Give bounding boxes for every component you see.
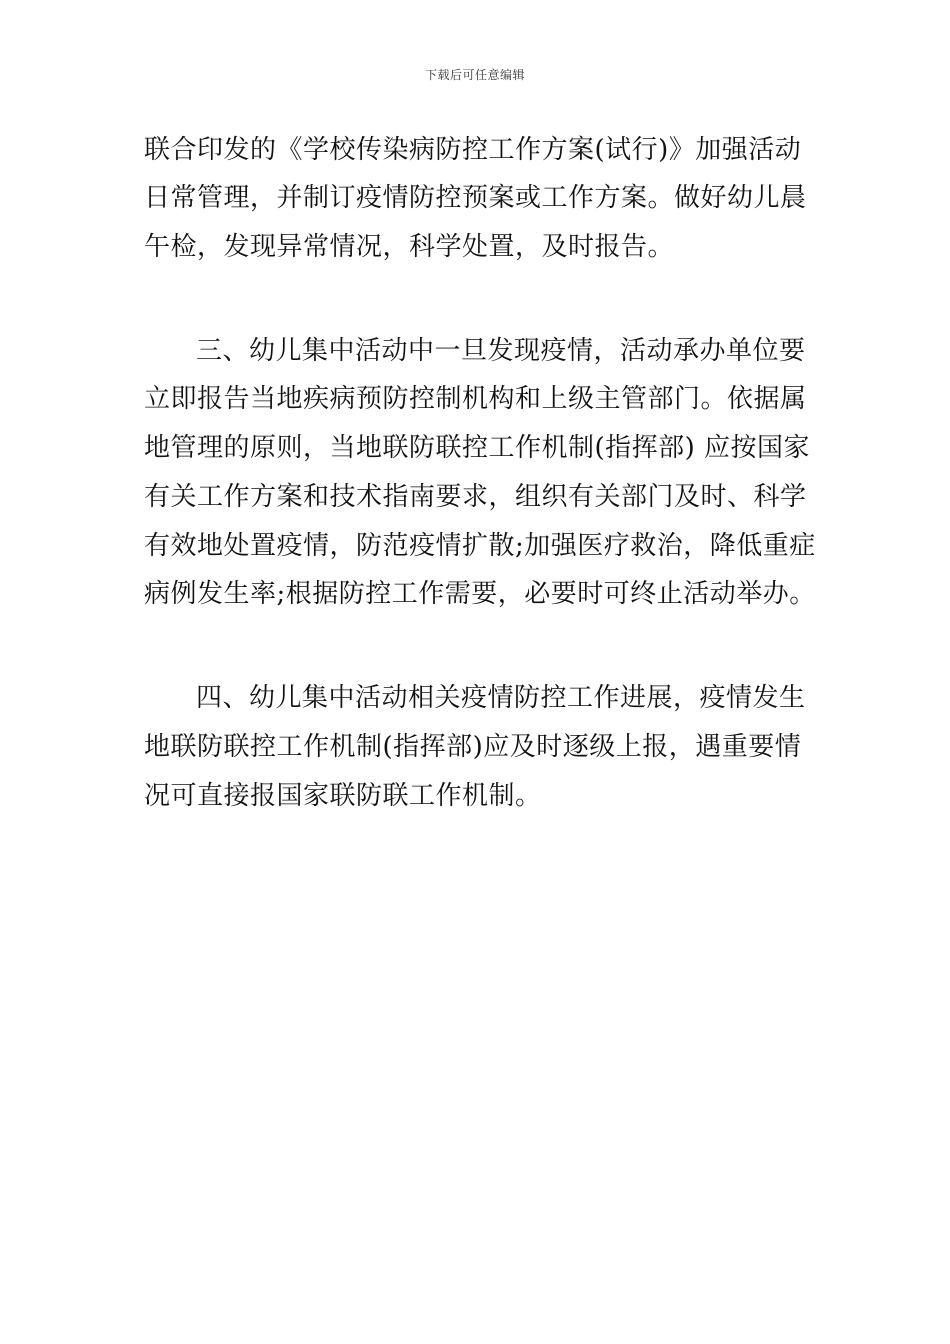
- text-line-paragraph-start: 四、幼儿集中活动相关疫情防控工作进展，疫情发生: [196, 683, 806, 713]
- text-line-paragraph-start: 三、幼儿集中活动中一旦发现疫情，活动承办单位要: [196, 336, 806, 366]
- text-line: 病例发生率;根据防控工作需要，必要时可终止活动举办。: [144, 579, 816, 609]
- text-line: 有效地处置疫情，防范疫情扩散;加强医疗救治，降低重症: [144, 531, 816, 561]
- text-line: 午检，发现异常情况，科学处置，及时报告。: [144, 232, 675, 262]
- page-header-note: 下载后可任意编辑: [424, 68, 525, 82]
- text-line: 日常管理，并制订疫情防控预案或工作方案。做好幼儿晨: [144, 183, 807, 213]
- text-line: 立即报告当地疾病预防控制机构和上级主管部门。依据属: [144, 384, 807, 414]
- text-line: 地联防联控工作机制(指挥部)应及时逐级上报，遇重要情: [144, 732, 802, 762]
- text-line: 况可直接报国家联防联工作机制。: [144, 781, 542, 811]
- text-line: 有关工作方案和技术指南要求，组织有关部门及时、科学: [144, 482, 807, 512]
- text-line: 联合印发的《学校传染病防控工作方案(试行)》加强活动: [144, 135, 802, 165]
- text-line: 地管理的原则，当地联防联控工作机制(指挥部) 应按国家: [144, 433, 811, 463]
